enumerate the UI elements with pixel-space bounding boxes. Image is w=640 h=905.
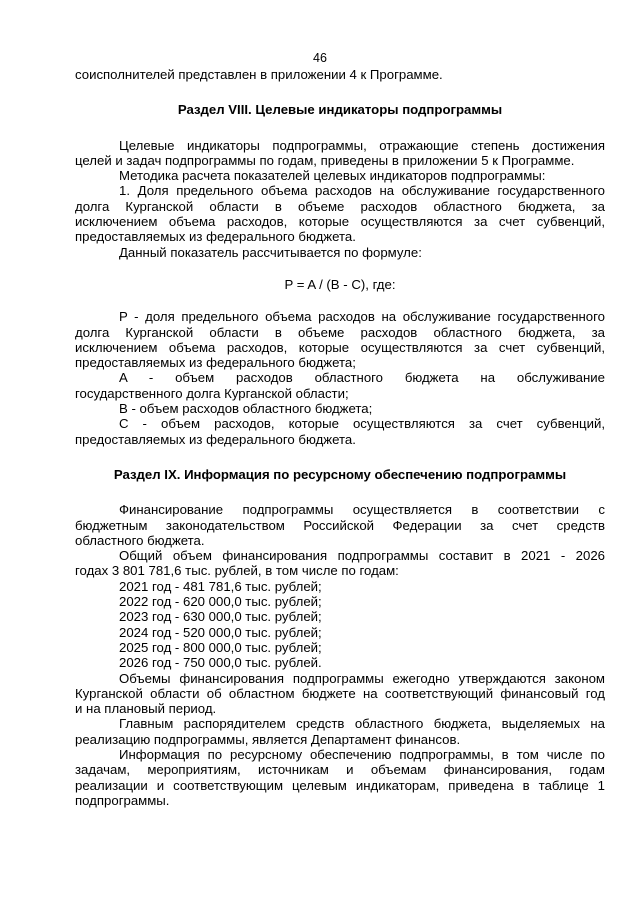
text-line: целей и задач подпрограммы по годам, приведены в приложении 5 к Программе. [75, 152, 575, 168]
definition-p [75, 309, 605, 370]
year-funding-item: 2026 год - 750 000,0 тыс. рублей. [119, 655, 322, 671]
section-8-paragraph-3 [75, 183, 605, 244]
text-line: Методика расчета показателей целевых индикаторов подпрограммы: [119, 168, 546, 184]
text-line: B - объем расходов областного бюджета; [119, 401, 373, 417]
definition-b [75, 401, 605, 416]
text-line: и на плановый период. [75, 701, 217, 717]
section-8-paragraph-4 [75, 245, 605, 260]
text-line: Данный показатель рассчитывается по формуле: [119, 244, 422, 260]
text-line: предоставляемых из федерального бюджета. [75, 229, 356, 245]
text-line: бюджетным законодательством Российской Федерации за счет средств [75, 517, 605, 533]
text-line: Целевые индикаторы подпрограммы, отражающие степень достижения [119, 137, 605, 153]
year-funding-item: 2024 год - 520 000,0 тыс. рублей; [119, 624, 322, 640]
text-line: долга Курганской области в объеме расходов областного бюджета, за [75, 198, 605, 214]
text-line: долга Курганской области в объеме расходов областного бюджета, за [75, 324, 605, 340]
definition-c [75, 416, 605, 447]
year-funding-item: 2022 год - 620 000,0 тыс. рублей; [119, 594, 322, 610]
text-line: годах 3 801 781,6 тыс. рублей, в том числе по годам: [75, 563, 399, 579]
text-line: 1. Доля предельного объема расходов на обслуживание государственного [119, 183, 605, 199]
text-line: предоставляемых из федерального бюджета; [75, 355, 356, 371]
section-9-paragraph-4 [75, 716, 605, 747]
text-line: C - объем расходов, которые осуществляются за счет субвенций, [119, 416, 605, 432]
text-line: предоставляемых из федерального бюджета. [75, 431, 356, 447]
section-9-paragraph-3 [75, 671, 605, 717]
text-line: Курганской области об областном бюджете на соответствующий финансовый год [75, 685, 605, 701]
formula: P = A / (B - C), где: [284, 276, 396, 292]
document-body [75, 67, 605, 808]
funding-by-year-list [75, 579, 605, 671]
section-9-paragraph-2 [75, 548, 605, 579]
text-line: P - доля предельного объема расходов на обслуживание государственного [119, 309, 605, 325]
year-funding-item: 2023 год - 630 000,0 тыс. рублей; [119, 609, 322, 625]
text-line: реализации и соответствующим целевым индикаторам, приведена в таблице 1 [75, 777, 605, 793]
year-funding-item: 2021 год - 481 781,6 тыс. рублей; [119, 578, 322, 594]
section-9-paragraph-5 [75, 747, 605, 808]
text-line: подпрограммы. [75, 792, 170, 808]
definition-a [75, 370, 605, 401]
text-line: областного бюджета. [75, 532, 205, 548]
year-funding-item: 2025 год - 800 000,0 тыс. рублей; [119, 639, 322, 655]
text-line: государственного долга Курганской области; [75, 385, 349, 401]
text-line: исключением объема расходов, которые осуществляются за счет субвенций, [75, 214, 605, 230]
section-8-paragraph-1 [75, 138, 605, 169]
text-line: Объемы финансирования подпрограммы ежегодно утверждаются законом [119, 670, 605, 686]
text-line: A - объем расходов областного бюджета на обслуживание [119, 370, 605, 386]
text-line: Главным распорядителем средств областного бюджета, выделяемых на [119, 716, 605, 732]
text-line: Финансирование подпрограммы осуществляется в соответствии с [119, 502, 605, 518]
section-8-heading: Раздел VIII. Целевые индикаторы подпрограммы [177, 102, 503, 118]
section-9-paragraph-1 [75, 502, 605, 548]
section-8-paragraph-2 [75, 168, 605, 183]
page-number: 46 [313, 51, 327, 65]
text-line: Информация по ресурсному обеспечению подпрограммы, в том числе по [119, 746, 605, 762]
intro-line: соисполнителей представлен в приложении 4 к Программе. [75, 67, 443, 82]
text-line: реализацию подпрограммы, является Департамент финансов. [75, 731, 461, 747]
section-9-heading: Раздел IX. Информация по ресурсному обеспечению подпрограммы [113, 466, 567, 482]
text-line: Общий объем финансирования подпрограммы составит в 2021 - 2026 [119, 548, 605, 564]
text-line: исключением объема расходов, которые осуществляются за счет субвенций, [75, 339, 605, 355]
text-line: задачам, мероприятиям, источникам и объемам финансирования, годам [75, 762, 605, 778]
